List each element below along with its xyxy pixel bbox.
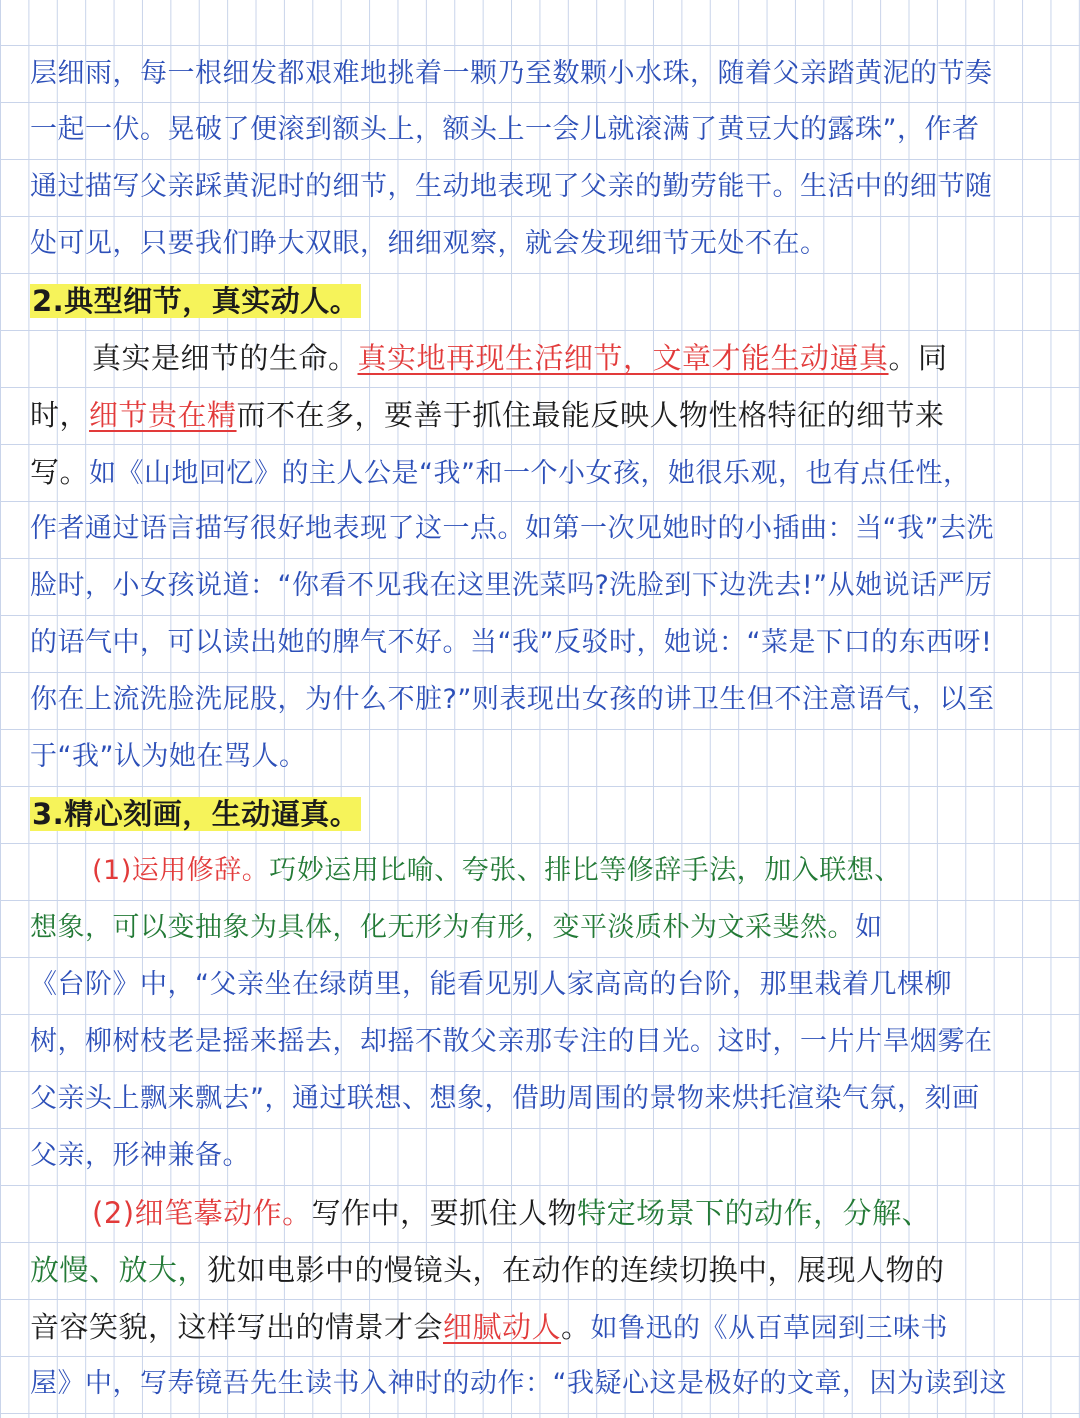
para2-text: 时，	[30, 398, 90, 432]
para2-key-sentence: 真实地再现生活细节，文章才能生动逼真	[357, 341, 889, 375]
para3-line3: 《台阶》中，“父亲坐在绿荫里，能看见别人家高高的台阶，那里栽着几棵柳	[30, 969, 952, 1000]
para2-example: 如《山地回忆》的主人公是“我”和一个小女孩，她很乐观，也有点任性，	[89, 458, 971, 489]
para4-line3	[30, 1305, 1060, 1349]
para2-line7: 你在上流洗脸洗屁股，为什么不脏?”则表现出女孩的讲卫生但不注意语气，以至	[30, 684, 995, 715]
para1-line2: 一起一伏。晃破了便滚到额头上，额头上一会儿就滚满了黄豆大的露珠”，作者	[30, 114, 980, 145]
para4-subtitle: (2)细笔摹动作。	[92, 1196, 312, 1230]
para3-line4: 树，柳树枝老是摇来摇去，却摇不散父亲那专注的目光。这时，一片片旱烟雾在	[30, 1026, 993, 1057]
para2-text: 真实是细节的生命。	[92, 341, 358, 375]
para3-line1	[92, 849, 1062, 893]
heading-2-text: 2.典型细节，真实动人。	[32, 284, 360, 318]
para4-line2	[30, 1248, 1060, 1292]
para4-text: 。	[561, 1310, 591, 1344]
para2-line1	[92, 336, 1062, 380]
para4-line1	[92, 1191, 1062, 1235]
para2-text: 而不在多，要善于抓住最能反映人物性格特征的细节来	[236, 398, 945, 432]
para3-text: 想象，可以变抽象为具体，化无形为有形，变平淡质朴为文采斐然。	[30, 912, 855, 943]
para2-line4: 作者通过语言描写很好地表现了这一点。如第一次见她时的小插曲：当“我”去洗	[30, 513, 994, 544]
para4-text: 犹如电影中的慢镜头，在动作的连续切换中，展现人物的	[207, 1253, 945, 1287]
para2-key-phrase: 细节贵在精	[89, 398, 237, 432]
para3-line2	[30, 906, 1060, 950]
para1-line3: 通过描写父亲踩黄泥时的细节，生动地表现了父亲的勤劳能干。生活中的细节随	[30, 171, 993, 202]
para4-key-phrase: 放慢、放大，	[30, 1253, 208, 1287]
para4-text: 写作中，要抓住人物	[311, 1196, 578, 1230]
para4-key-phrase: 细腻动人	[443, 1310, 562, 1344]
para4-line4: 屋》中，写寿镜吾先生读书入神时的动作：“我疑心这是极好的文章，因为读到这	[30, 1368, 1007, 1399]
para2-line2	[30, 393, 1060, 437]
heading-3	[30, 792, 1060, 836]
para3-subtitle: (1)运用修辞。	[92, 855, 270, 886]
para3-example: 如	[855, 912, 883, 943]
heading-2	[30, 279, 1060, 323]
para3-line6: 父亲，形神兼备。	[30, 1140, 250, 1171]
para2-text: 写。	[30, 455, 90, 489]
para2-line5: 脸时，小女孩说道：“你看不见我在这里洗菜吗?洗脸到下边洗去!”从她说话严厉	[30, 570, 993, 601]
heading-3-text: 3.精心刻画，生动逼真。	[32, 797, 360, 831]
para3-text: 巧妙运用比喻、夸张、排比等修辞手法，加入联想、	[269, 855, 902, 886]
para2-line3	[30, 450, 1060, 494]
para1-line4: 处可见，只要我们睁大双眼，细细观察，就会发现细节无处不在。	[30, 228, 828, 259]
para4-example: 如鲁迅的《从百草园到三味书	[590, 1313, 949, 1344]
para1-line1: 层细雨，每一根细发都艰难地挑着一颗乃至数颗小水珠，随着父亲踏黄泥的节奏	[30, 58, 993, 89]
para3-line5: 父亲头上飘来飘去”，通过联想、想象，借助周围的景物来烘托渲染气氛，刻画	[30, 1083, 980, 1114]
para2-text: 。同	[888, 341, 948, 375]
para2-line8: 于“我”认为她在骂人。	[30, 741, 307, 772]
para2-line6: 的语气中，可以读出她的脾气不好。当“我”反驳时，她说：“菜是下口的东西呀!	[30, 627, 993, 658]
para4-key-phrase: 特定场景下的动作，分解、	[577, 1196, 932, 1230]
para4-text: 音容笑貌，这样写出的情景才会	[30, 1310, 444, 1344]
